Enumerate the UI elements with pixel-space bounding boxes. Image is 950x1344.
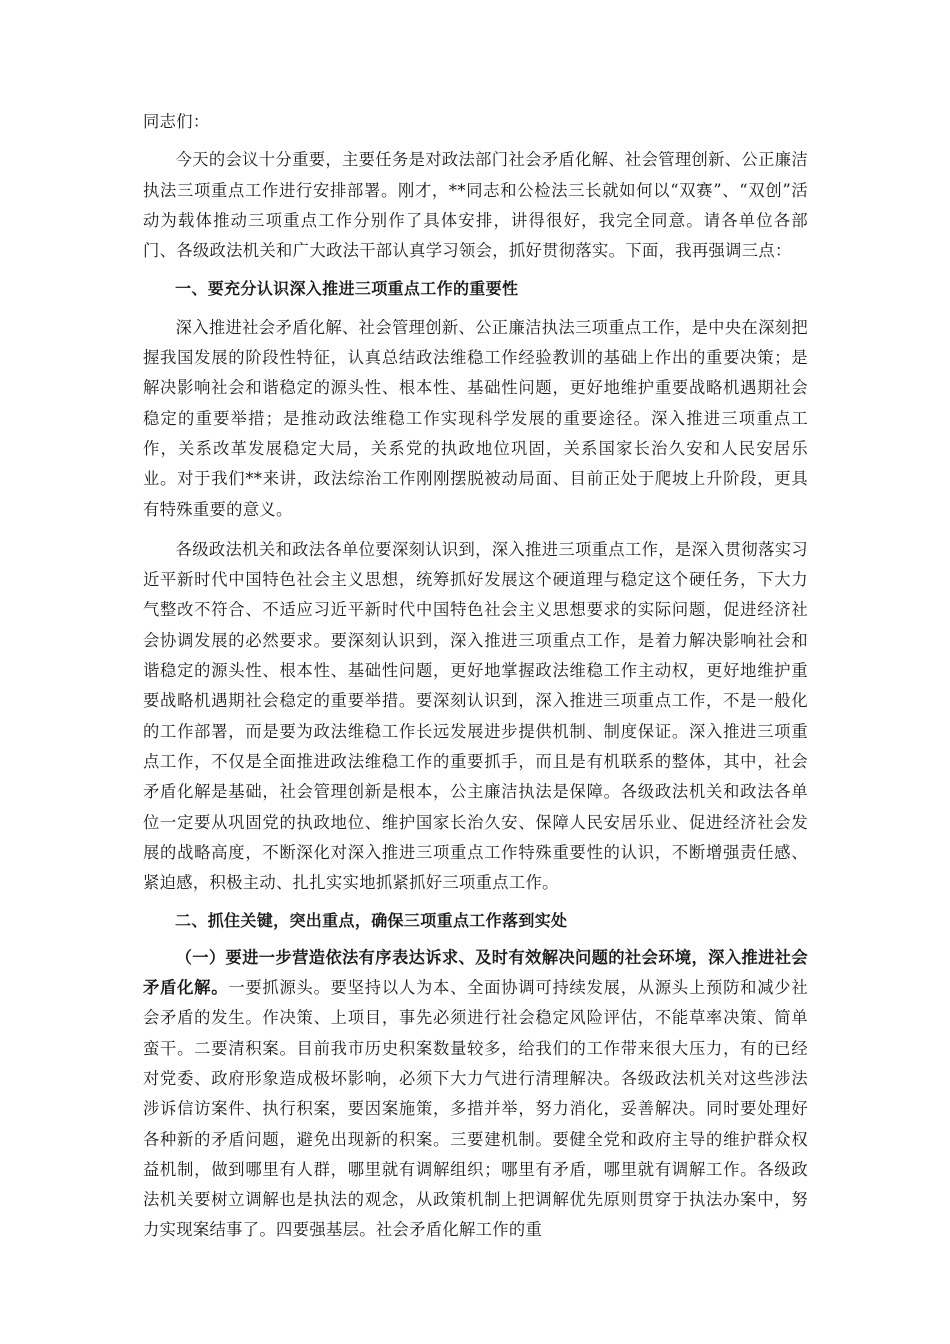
section-2-item-1-lead: （一）要进一步营造依法有序表达诉求、及时有效解决问题的社会环境，深入推进社会矛盾化解。: [143, 947, 808, 998]
section-2-item-1-body: 一要抓源头。要坚持以人为本、全面协调可持续发展，从源头上预防和减少社会矛盾的发生。作决策、上项目，事先必须进行社会稳定风险评估，不能草率决策、简单蛮干。二要清积案。目前我市历史积案数量较多，给我们的工作带来很大压力，有的已经对党委、政府形象造成极坏影响，必须下大力气进行清理解决。各级政法机关对这些涉法涉诉信访案件、执行积案，要因案施策，多措并举，努力消化，妥善解决。同时要处理好各种新的矛盾问题，避免出现新的积案。三要建机制。要健全党和政府主导的维护群众权益机制，做到哪里有人群，哪里就有调解组织；哪里有矛盾，哪里就有调解工作。各级政法机关要树立调解也是执法的观念，从政策机制上把调解优先原则贯穿于执法办案中，努力实现案结事了。四要强基层。社会矛盾化解工作的重: [143, 978, 808, 1240]
document-page: [143, 107, 808, 1246]
section-2-heading: 二、抓住关键，突出重点，确保三项重点工作落到实处: [175, 911, 568, 931]
section-1-heading: 一、要充分认识深入推进三项重点工作的重要性: [175, 279, 519, 299]
section-1-paragraph-1: 深入推进社会矛盾化解、社会管理创新、公正廉洁执法三项重点工作，是中央在深刻把握我国发展的阶段性特征，认真总结政法维稳工作经验教训的基础上作出的重要决策；是解决影响社会和谐稳定的源头性、根本性、基础性问题，更好地维护重要战略机遇期社会稳定的重要举措；是推动政法维稳工作实现科学发展的重要途径。深入推进三项重点工作，关系改革发展稳定大局，关系党的执政地位巩固，关系国家长治久安和人民安居乐业。对于我们**来讲，政法综治工作刚刚摆脱被动局面、目前正处于爬坡上升阶段，更具有特殊重要的意义。: [143, 317, 808, 519]
section-1-paragraph-2: 各级政法机关和政法各单位要深刻认识到，深入推进三项重点工作，是深入贯彻落实习近平新时代中国特色社会主义思想，统筹抓好发展这个硬道理与稳定这个硬任务，下大力气整改不符合、不适应习近平新时代中国特色社会主义思想要求的实际问题，促进经济社会协调发展的必然要求。要深刻认识到，深入推进三项重点工作，是着力解决影响社会和谐稳定的源头性、根本性、基础性问题，更好地掌握政法维稳工作主动权，更好地维护重要战略机遇期社会稳定的重要举措。要深刻认识到，深入推进三项重点工作，不是一般化的工作部署，而是要为政法维稳工作长远发展进步提供机制、制度保证。深入推进三项重点工作，不仅是全面推进政法维稳工作的重要抓手，而且是有机联系的整体，其中，社会矛盾化解是基础，社会管理创新是根本，公主廉洁执法是保障。各级政法机关和政法各单位一定要从巩固党的执政地位、维护国家长治久安、保障人民安居乐业、促进经济社会发展的战略高度，不断深化对深入推进三项重点工作特殊重要性的认识，不断增强责任感、紧迫感，积极主动、扎扎实实地抓紧抓好三项重点工作。: [143, 539, 808, 893]
section-2-item-1-paragraph: [143, 943, 808, 1246]
intro-paragraph: 今天的会议十分重要，主要任务是对政法部门社会矛盾化解、社会管理创新、公正廉洁执法三项重点工作进行安排部署。刚才，**同志和公检法三长就如何以“双赛”、“双创”活动为载体推动三项重点工作分别作了具体安排，讲得很好，我完全同意。请各单位各部门、各级政法机关和广大政法干部认真学习领会，抓好贯彻落实。下面，我再强调三点：: [143, 150, 808, 261]
salutation: 同志们：: [143, 112, 210, 131]
